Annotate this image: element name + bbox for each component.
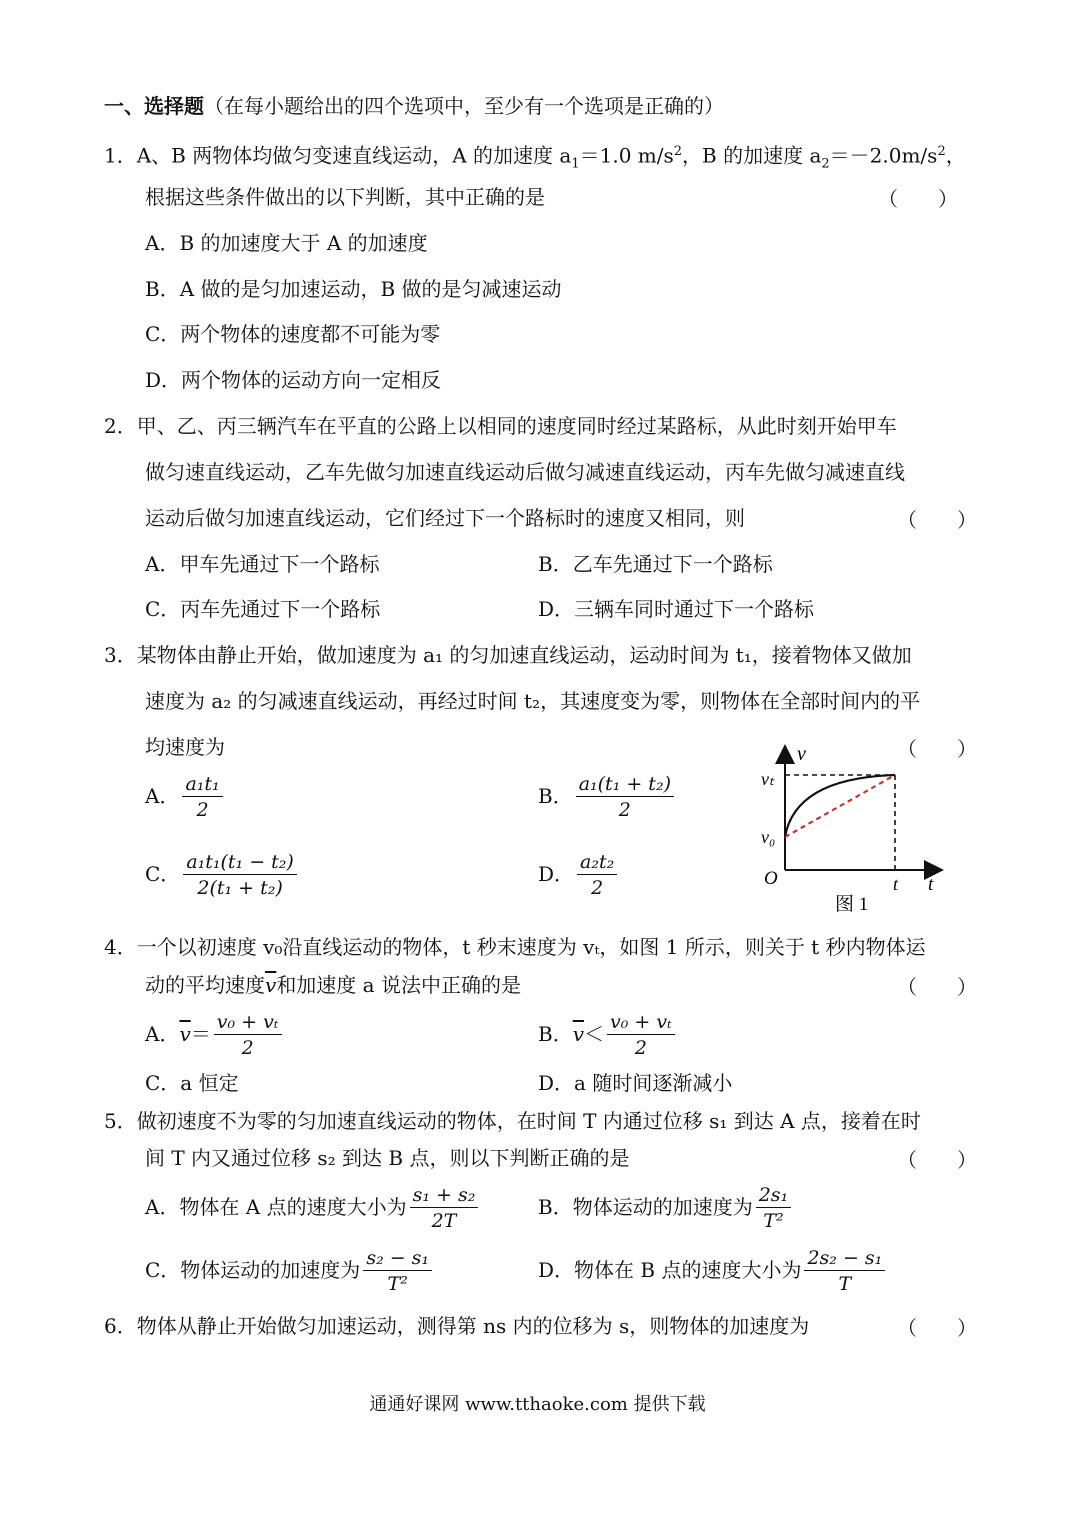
- q5-line2: 间 T 内又通过位移 s₂ 到达 B 点，则以下判断正确的是: [145, 1146, 630, 1170]
- q5-option-b: B．物体运动的加速度为 $\frac{\text{2s₁}}{\text{T²}}$: [538, 1183, 794, 1234]
- q5-option-c: C．物体运动的加速度为 $\frac{\text{s₂ − s₁}}{\text{T²}}$: [145, 1246, 435, 1297]
- q1-line2: 根据这些条件做出的以下判断，其中正确的是: [145, 185, 545, 209]
- q1-answer-paren: （ ）: [878, 187, 958, 211]
- q5-answer-paren: （ ）: [897, 1148, 977, 1172]
- q4-answer-paren: （ ）: [897, 975, 977, 999]
- axis-v-label: v: [797, 743, 806, 765]
- q3-option-c: C． $\frac{\text{a₁t₁(t₁ − t₂)}}{\text{2(t₁ + t₂)}}$: [145, 850, 300, 901]
- v-bar-symbol: $\overline{v}$: [265, 973, 277, 997]
- origin-label: O: [764, 868, 778, 889]
- q2-option-a: A．甲车先通过下一个路标: [145, 552, 380, 576]
- q4-line2: 动的平均速度$\overline{v}$和加速度 a 说法中正确的是: [145, 973, 521, 997]
- q2-option-b: B．乙车先通过下一个路标: [538, 552, 773, 576]
- q4-option-a: A．$\overline{v}=$ $\frac{\text{v₀ + vₜ}}{2}$: [145, 1010, 285, 1061]
- axis-t-label: t: [928, 874, 934, 895]
- q6-answer-paren: （ ）: [897, 1316, 977, 1340]
- q2-line2: 做匀速直线运动，乙车先做匀加速直线运动后做匀减速直线运动，丙车先做匀减速直线: [145, 460, 905, 484]
- q2-option-d: D．三辆车同时通过下一个路标: [538, 597, 815, 621]
- q1-option-b: B．A 做的是匀加速运动，B 做的是匀减速运动: [145, 277, 562, 301]
- page-footer: 通通好课网 www.tthaoke.com 提供下载: [369, 1394, 706, 1415]
- q3-answer-paren: （ ）: [897, 737, 977, 761]
- q2-line3: 运动后做匀加速直线运动，它们经过下一个路标时的速度又相同，则: [145, 506, 745, 530]
- q5-option-a: A．物体在 A 点的速度大小为 $\frac{\text{s₁ + s₂}}{2T}$: [145, 1183, 481, 1234]
- q4-option-c: C．a 恒定: [145, 1071, 239, 1095]
- average-velocity-dashed-line: [785, 775, 895, 837]
- q2-line1: 2．甲、乙、丙三辆汽车在平直的公路上以相同的速度同时经过某路标，从此时刻开始甲车: [104, 414, 897, 438]
- q3-line2: 速度为 a₂ 的匀减速直线运动，再经过时间 t₂，其速度变为零，则物体在全部时间内的平: [145, 689, 921, 713]
- vt-graph-svg: [760, 742, 950, 932]
- q3-option-d: D． $\frac{\text{a₂t₂}}{2}$: [538, 850, 620, 901]
- q3-option-b: B． $\frac{\text{a₁(t₁ + t₂)}}{2}$: [538, 772, 677, 823]
- q2-option-c: C．丙车先通过下一个路标: [145, 597, 381, 621]
- q6-line1: 6．物体从静止开始做匀加速运动，测得第 ns 内的位移为 s，则物体的加速度为: [104, 1314, 810, 1338]
- q1-option-a: A．B 的加速度大于 A 的加速度: [145, 231, 428, 255]
- q3-option-a: A． $\frac{\text{a₁t₁}}{2}$: [145, 772, 226, 823]
- figure-caption: 图 1: [835, 894, 869, 915]
- section-title: 一、选择题: [104, 94, 204, 118]
- vt-label: vₜ: [761, 769, 775, 789]
- section-note: （在每小题给出的四个选项中，至少有一个选项是正确的）: [204, 94, 724, 118]
- q4-line1: 4．一个以初速度 v₀沿直线运动的物体，t 秒末速度为 vₜ，如图 1 所示，则关于 t 秒内物体运: [104, 935, 926, 959]
- q4-option-d: D．a 随时间逐渐减小: [538, 1071, 733, 1095]
- q3-line1: 3．某物体由静止开始，做加速度为 a₁ 的匀加速直线运动，运动时间为 t₁，接着物体又做加: [104, 643, 912, 667]
- q4-option-b: B．$\overline{v}<$ $\frac{\text{v₀ + vₜ}}{2}$: [538, 1010, 678, 1061]
- section-heading: [104, 92, 724, 120]
- t-mark-label: t: [893, 874, 899, 894]
- q3-line3: 均速度为: [145, 735, 225, 759]
- q2-answer-paren: （ ）: [897, 508, 977, 532]
- q5-option-d: D．物体在 B 点的速度大小为 $\frac{\text{2s₂ − s₁}}{T}$: [538, 1246, 888, 1297]
- figure-1-vt-graph: [760, 742, 950, 932]
- q1-option-d: D．两个物体的运动方向一定相反: [145, 368, 442, 392]
- q1-line1: 1．A、B 两物体均做匀变速直线运动，A 的加速度 $a_1=1.0$ $m/s^2$，B 的加速度 $a_2=-2.0m/s^2$，: [104, 143, 966, 172]
- q5-line1: 5．做初速度不为零的匀加速直线运动的物体，在时间 T 内通过位移 s₁ 到达 A 点，接着在时: [104, 1109, 921, 1133]
- q1-option-c: C．两个物体的速度都不可能为零: [145, 322, 441, 346]
- v0-label: v₀: [761, 827, 776, 847]
